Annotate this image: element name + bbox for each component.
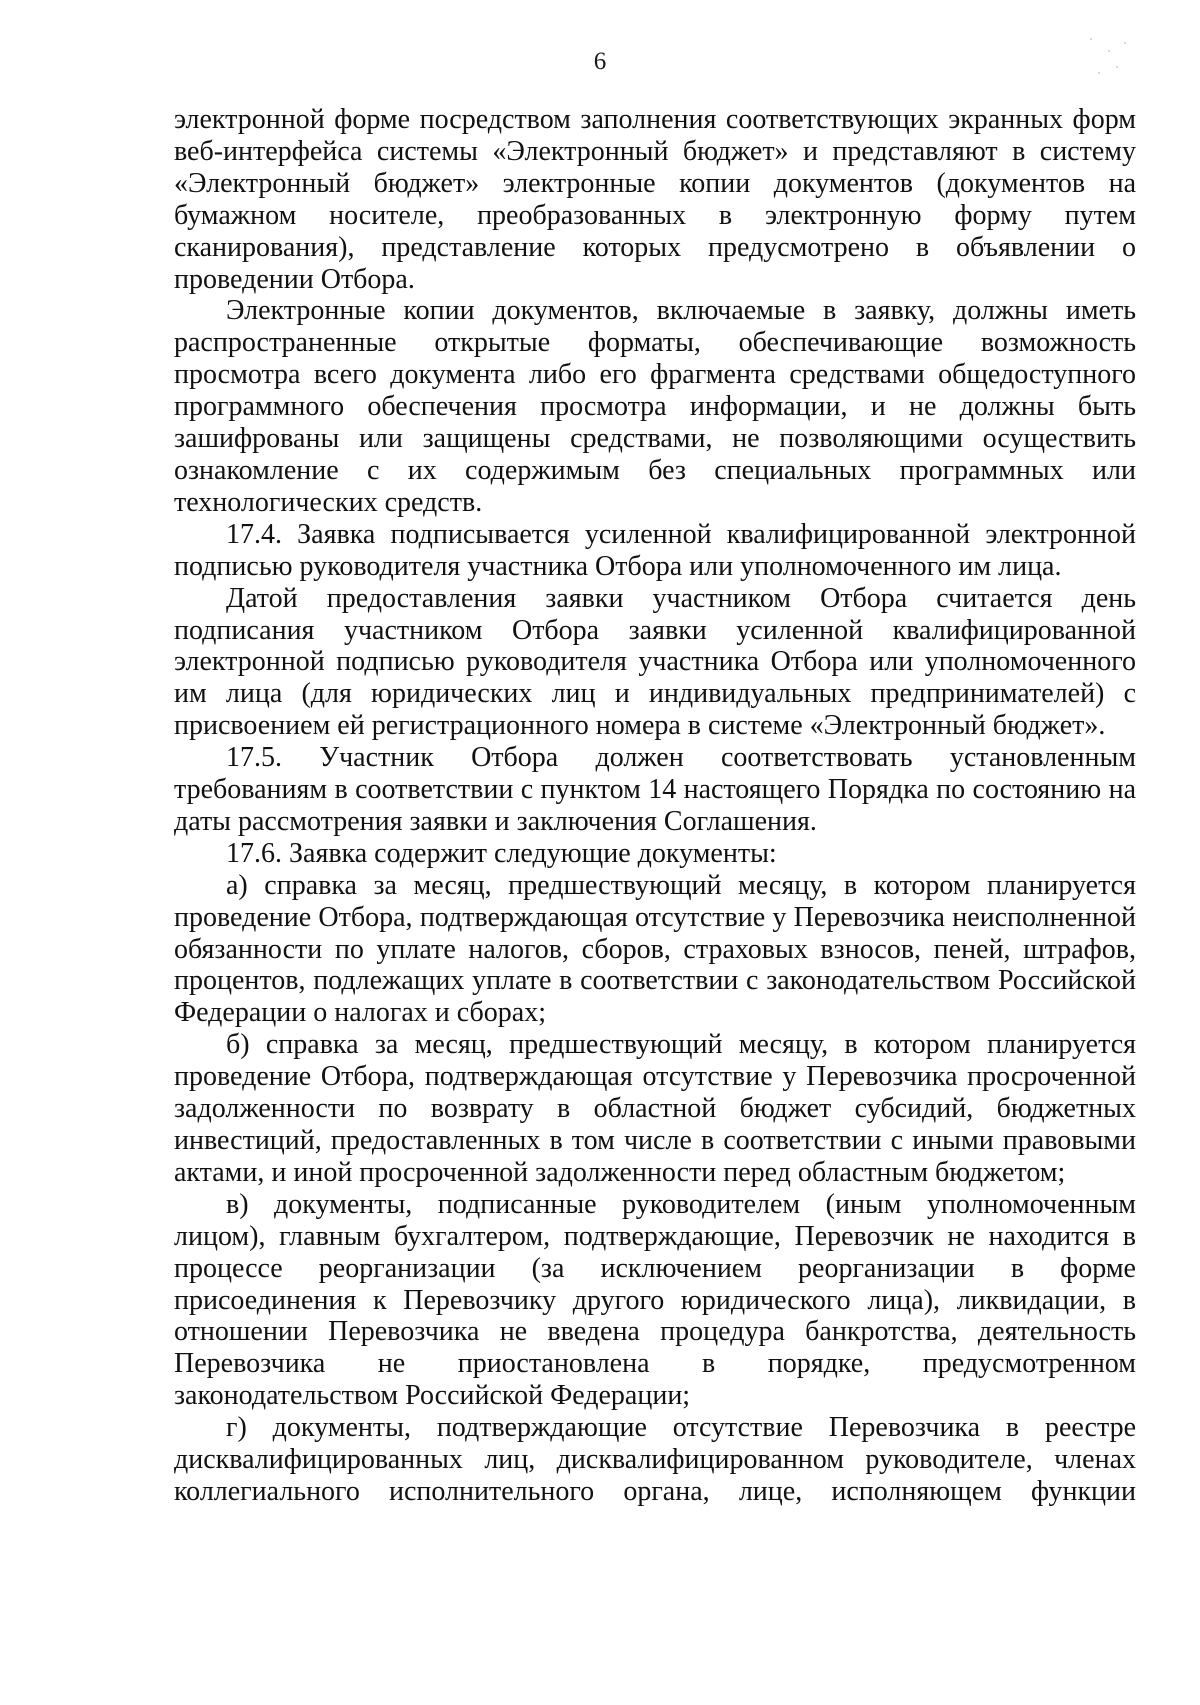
paragraph-17-5: 17.5. Участник Отбора должен соответствовать установленным требованиям в соответствии с пунктом 14 настоящего Порядка по состоянию на даты рассмотрения заявки и заключения Соглашения. — [174, 742, 1136, 837]
list-item-g: г) документы, подтверждающие отсутствие Перевозчика в реестре дисквалифицированных лиц, дисквалифицированном руководителе, членах коллегиального исполнительного органа, лице, исполняющем функции — [174, 1412, 1136, 1507]
paragraph-electronic-copies: Электронные копии документов, включаемые в заявку, должны иметь распространенные открытые форматы, обеспечивающие возможность просмотра всего документа либо его фрагмента средствами общедоступного программного обеспечения просмотра информации, и не должны быть зашифрованы или защищены средствами, не позволяющими осуществить ознакомление с их содержимым без специальных программных или технологических средств. — [174, 295, 1136, 518]
list-item-v: в) документы, подписанные руководителем (иным уполномоченным лицом), главным бухгалтером, подтверждающие, Перевозчик не находится в процессе реорганизации (за исключением реорганизации в форме присоединения к Перевозчику другого юридического лица), ликвидации, в отношении Перевозчика не введена процедура банкротства, деятельность Перевозчика не приостановлена в порядке, предусмотренном законодательством Российской Федерации; — [174, 1188, 1136, 1412]
paragraph-continuation: электронной форме посредством заполнения соответствующих экранных форм веб-интерфейса системы «Электронный бюджет» и представляют в систему «Электронный бюджет» электронные копии документов (документов на бумажном носителе, преобразованных в электронную форму путем сканирования), представление которых предусмотрено в объявлении о проведении Отбора. — [174, 104, 1136, 295]
list-item-b: б) справка за месяц, предшествующий месяцу, в котором планируется проведение Отбора, подтверждающая отсутствие у Перевозчика просроченной задолженности по возврату в областной бюджет субсидий, бюджетных инвестиций, предоставленных в том числе в соответствии с иными правовыми актами, и иной просроченной задолженности перед областным бюджетом; — [174, 1029, 1136, 1188]
document-body — [174, 104, 1136, 1508]
paragraph-17-4: 17.4. Заявка подписывается усиленной квалифицированной электронной подписью руководителя участника Отбора или уполномоченного им лица. — [174, 518, 1136, 582]
list-item-a: а) справка за месяц, предшествующий месяцу, в котором планируется проведение Отбора, подтверждающая отсутствие у Перевозчика неисполненной обязанности по уплате налогов, сборов, страховых взносов, пеней, штрафов, процентов, подлежащих уплате в соответствии с законодательством Российской Федерации о налогах и сборах; — [174, 869, 1136, 1029]
paragraph-17-6: 17.6. Заявка содержит следующие документы: — [226, 837, 777, 869]
page-number: 6 — [593, 48, 607, 75]
paragraph-submission-date: Датой предоставления заявки участником Отбора считается день подписания участником Отбора заявки усиленной квалифицированной электронной подписью руководителя участника Отбора или уполномоченного им лица (для юридических лиц и индивидуальных предпринимателей) с присвоением ей регистрационного номера в системе «Электронный бюджет». — [174, 582, 1136, 742]
